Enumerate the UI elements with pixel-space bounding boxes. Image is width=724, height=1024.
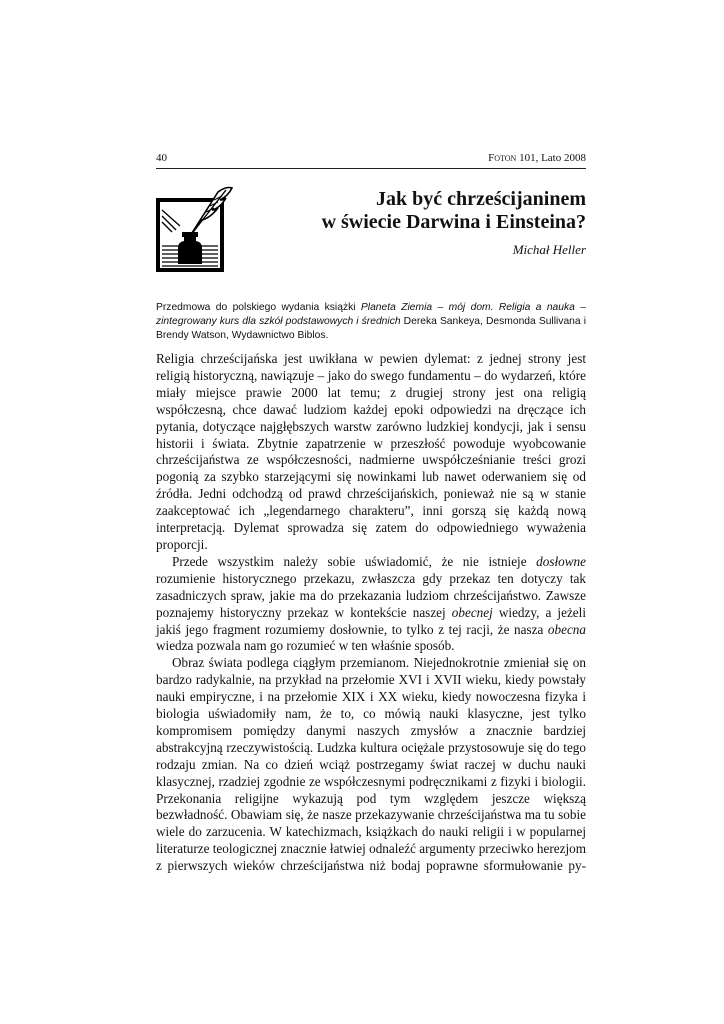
p2-text-b: rozumienie historycznego przekazu, zwłaszcza gdy przekaz ten dotyczy tak zasadniczych spraw, jakie ma do przekazania ludziom chrześcijaństwo. Zawsze poznajemy historyczny przekaz w kontekście naszej [156,570,586,620]
body-paragraph-3: Obraz świata podlega ciągłym przemianom. Niejednokrotnie zmieniał się on bardzo radykalnie, na przykład na przełomie XVI i XVII wieku, kiedy powstały nauki empiryczne, i na przełomie XIX i XX wieku, kiedy nowoczesna fizyka i biologia uświadomiły nam, że to, co mówią nauki klasyczne, jest tylko kompromisem pomiędzy danymi naszych zmysłów a znacznie bardziej abstrakcyjną rzeczywistością. Ludzka kultura ociężale przystosowuje się do tego rodzaju zmian. Na co dzień wciąż postrzegamy świat raczej w duchu nauki klasycznej, rzadziej zgodnie ze współczesnymi podręcznikami z fizyki i biologii. Przekonania religijne wykazują pod tym względem jeszcze większą bezwładność. Obawiam się, że nasze przekazywanie chrześcijaństwa ma tu sobie wiele do zarzucenia. W katechizmach, książkach do nauki religii i w popularnej literaturze teologicznej znacznie łatwiej odnaleźć argumenty przeciwko herezjom z pierwszych wieków chrześcijaństwa niż bodaj poprawne sformułowanie py- [156,655,586,874]
page-number: 40 [156,152,167,164]
intro-note [156,301,586,343]
body-paragraph-1: Religia chrześcijańska jest uwikłana w pewien dylemat: z jednej strony jest religią historyczną, nawiązuje – jako do swego fundamentu – do wydarzeń, które miały miejsce prawie 2000 lat temu; z drugiej strony jest ona religią współczesną, chce dawać ludziom każdej epoki odpowiedzi na dręczące ich pytania, dotyczące najgłębszych warstw zarówno ludzkiej kondycji, jak i sensu historii i świata. Zbytnie zapatrzenie w przeszłość powoduje wyobcowanie chrześcijaństwa ze współczesności, nadmierne uwspółcześnianie treści grozi pogonią za szybko starzejącymi się nowinkami lub nawet oderwaniem się od źródła. Jedni odchodzą od prawd chrześcijańskich, ponieważ nie są w stanie zaakceptować ich „legendarnego charakteru”, inni gorszą się każdą nową interpretacją. Dylemat sprowadza się zatem do odpowiedniego wyważenia proporcji. [156,351,586,552]
journal-name: Foton [488,152,517,164]
body-paragraph-2 [156,554,586,655]
header-rule [156,168,586,169]
p2-emphasis-3: obecna [547,621,586,637]
article-title-line-1: Jak być chrześcijaninem [376,188,586,210]
intro-text-start: Przedmowa do polskiego wydania książki [156,302,361,313]
p2-text-d: wiedza pozwala nam go rozumieć w ten właśnie sposób. [156,638,455,654]
article-author: Michał Heller [512,242,586,257]
journal-issue [488,152,586,168]
intro-text-end: Dereka Sankeya, Desmonda Sullivana i Brendy Watson, Wydawnictwo Biblos. [156,316,586,341]
p2-emphasis-2: obecnej [451,604,493,620]
p2-text-c: wiedzy, a jeżeli jakiś jego fragment rozumiemy dosłownie, to tylko z tej racji, że nasza [156,604,586,637]
article-body [156,351,586,875]
quill-inkwell-icon [154,186,236,278]
journal-issue-date: 101, Lato 2008 [516,152,586,164]
p2-emphasis-1: dosłowne [536,553,586,569]
p2-text-a: Przede wszystkim należy sobie uświadomić, że nie istnieje [172,553,537,569]
intro-book-title: Planeta Ziemia – mój dom. Religia a nauka – zintegrowany kurs dla szkół podstawowych i średnich [156,302,586,327]
article-title-line-2: w świecie Darwina i Einsteina? [321,211,586,233]
running-head [156,152,586,168]
article-heading [246,188,586,258]
